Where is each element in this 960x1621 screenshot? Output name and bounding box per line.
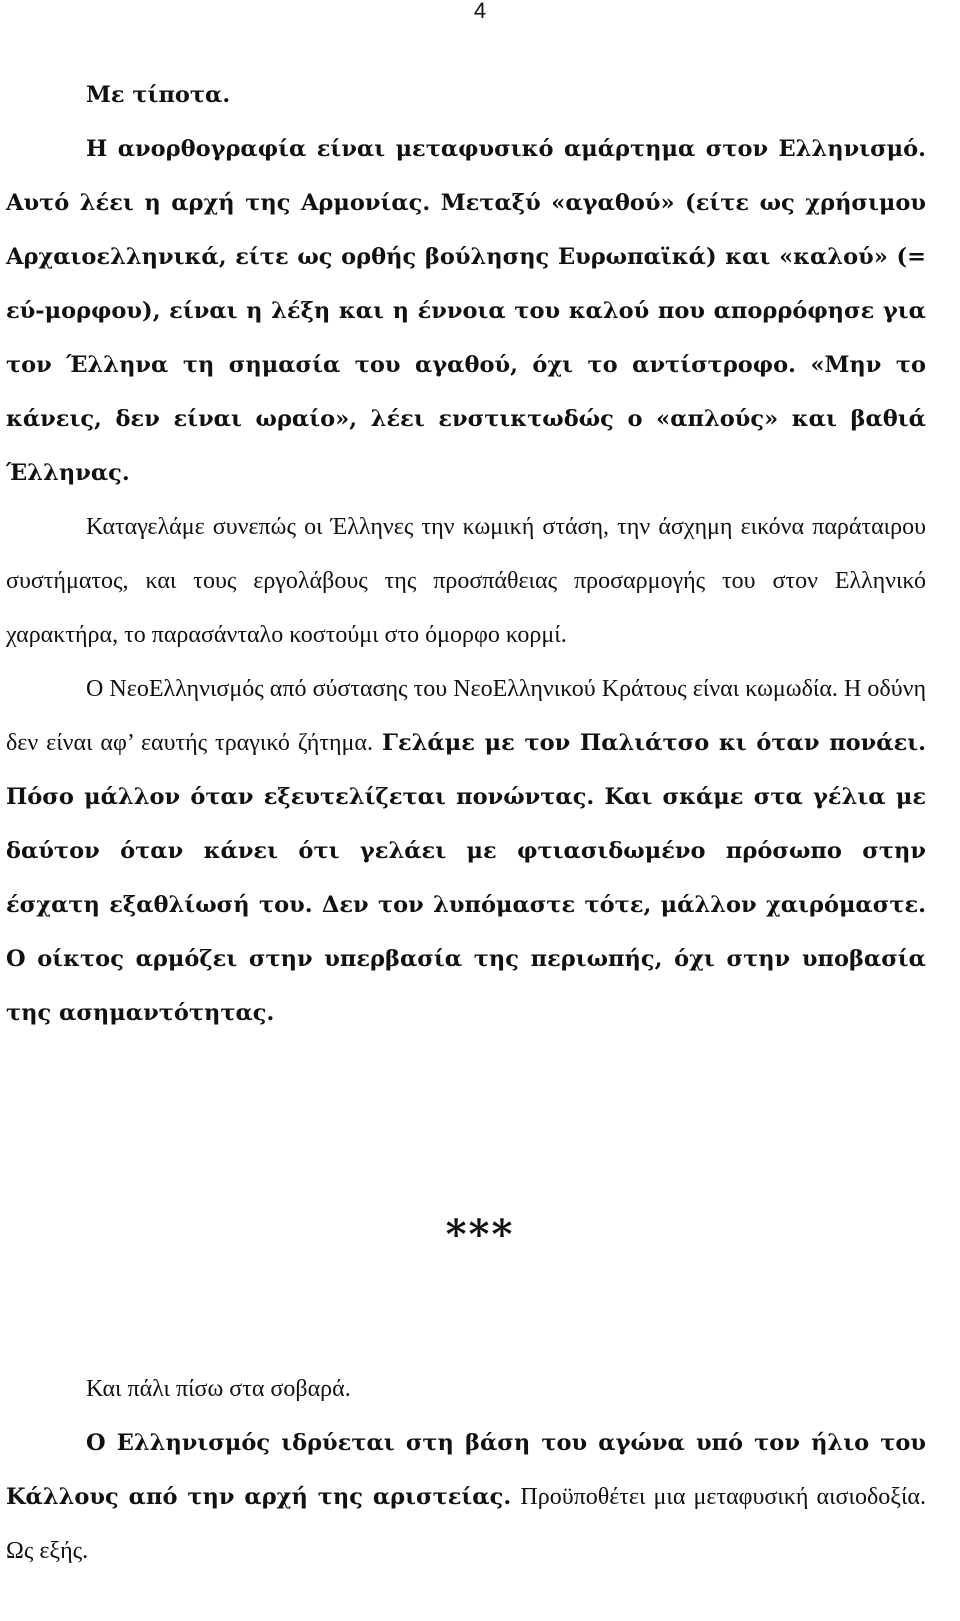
closing-text [6,1362,926,1578]
paragraph-5: Και πάλι πίσω στα σοβαρά. [86,1376,351,1402]
paragraph-6 [6,1416,926,1578]
paragraph-6-light: Προϋποθέτει μια μεταφυσική αισιοδοξία. Ως εξής. [6,1484,926,1564]
paragraph-4 [6,662,926,1040]
page-number: 4 [473,0,487,23]
paragraph-3: Καταγελάμε συνεπώς οι Έλληνες την κωμική στάση, την άσχημη εικόνα παράταιρου συστήματος, και τους εργολάβους της προσπάθειας προσαρμογής του στον Ελληνικό χαρακτήρα, το παρασάνταλο κοστούμι στο όμορφο κορμί. [6,514,926,648]
paragraph-6-bold: Ο Ελληνισμός ιδρύεται στη βάση του αγώνα υπό τον ήλιο του Κάλλους από την αρχή της αριστείας. [6,1430,926,1510]
paragraph-4-bold: Γελάμε με τον Παλιάτσο κι όταν πονάει. Πόσο μάλλον όταν εξευτελίζεται πονώντας. Και σκάμε στα γέλια με δαύτον όταν κάνει ότι γελάει με φτιασιδωμένο πρόσωπο στην έσχατη εξαθλίωσή του. Δεν τον λυπόμαστε τότε, μάλλον χαιρόμαστε. Ο οίκτος αρμόζει στην υπερβασία της περιωπής, όχι στην υποβασία της ασημαντότητας. [6,730,926,1026]
paragraph-2: Η ανορθογραφία είναι μεταφυσικό αμάρτημα στον Ελληνισμό. Αυτό λέει η αρχή της Αρμονίας. Μεταξύ «αγαθού» (είτε ως χρήσιμου Αρχαιοελληνικά, είτε ως ορθής βούλησης Ευρωπαϊκά) και «καλού» (= εύ-μορφου), είναι η λέξη και η έννοια του καλού που απορρόφησε για τον Έλληνα τη σημασία του αγαθού, όχι το αντίστροφο. «Μην το κάνεις, δεν είναι ωραίο», λέει ενστικτωδώς ο «απλούς» και βαθιά Έλληνας. [6,136,926,486]
paragraph-4-light: Ο ΝεοΕλληνισμός από σύστασης του ΝεοΕλληνικού Κράτους είναι κωμωδία. Η οδύνη δεν είναι αφ’ εαυτής τραγικό ζήτημα. [6,676,926,756]
paragraph-1: Με τίποτα. [86,82,231,108]
main-text [6,68,926,1040]
section-separator: *** [445,1211,515,1258]
